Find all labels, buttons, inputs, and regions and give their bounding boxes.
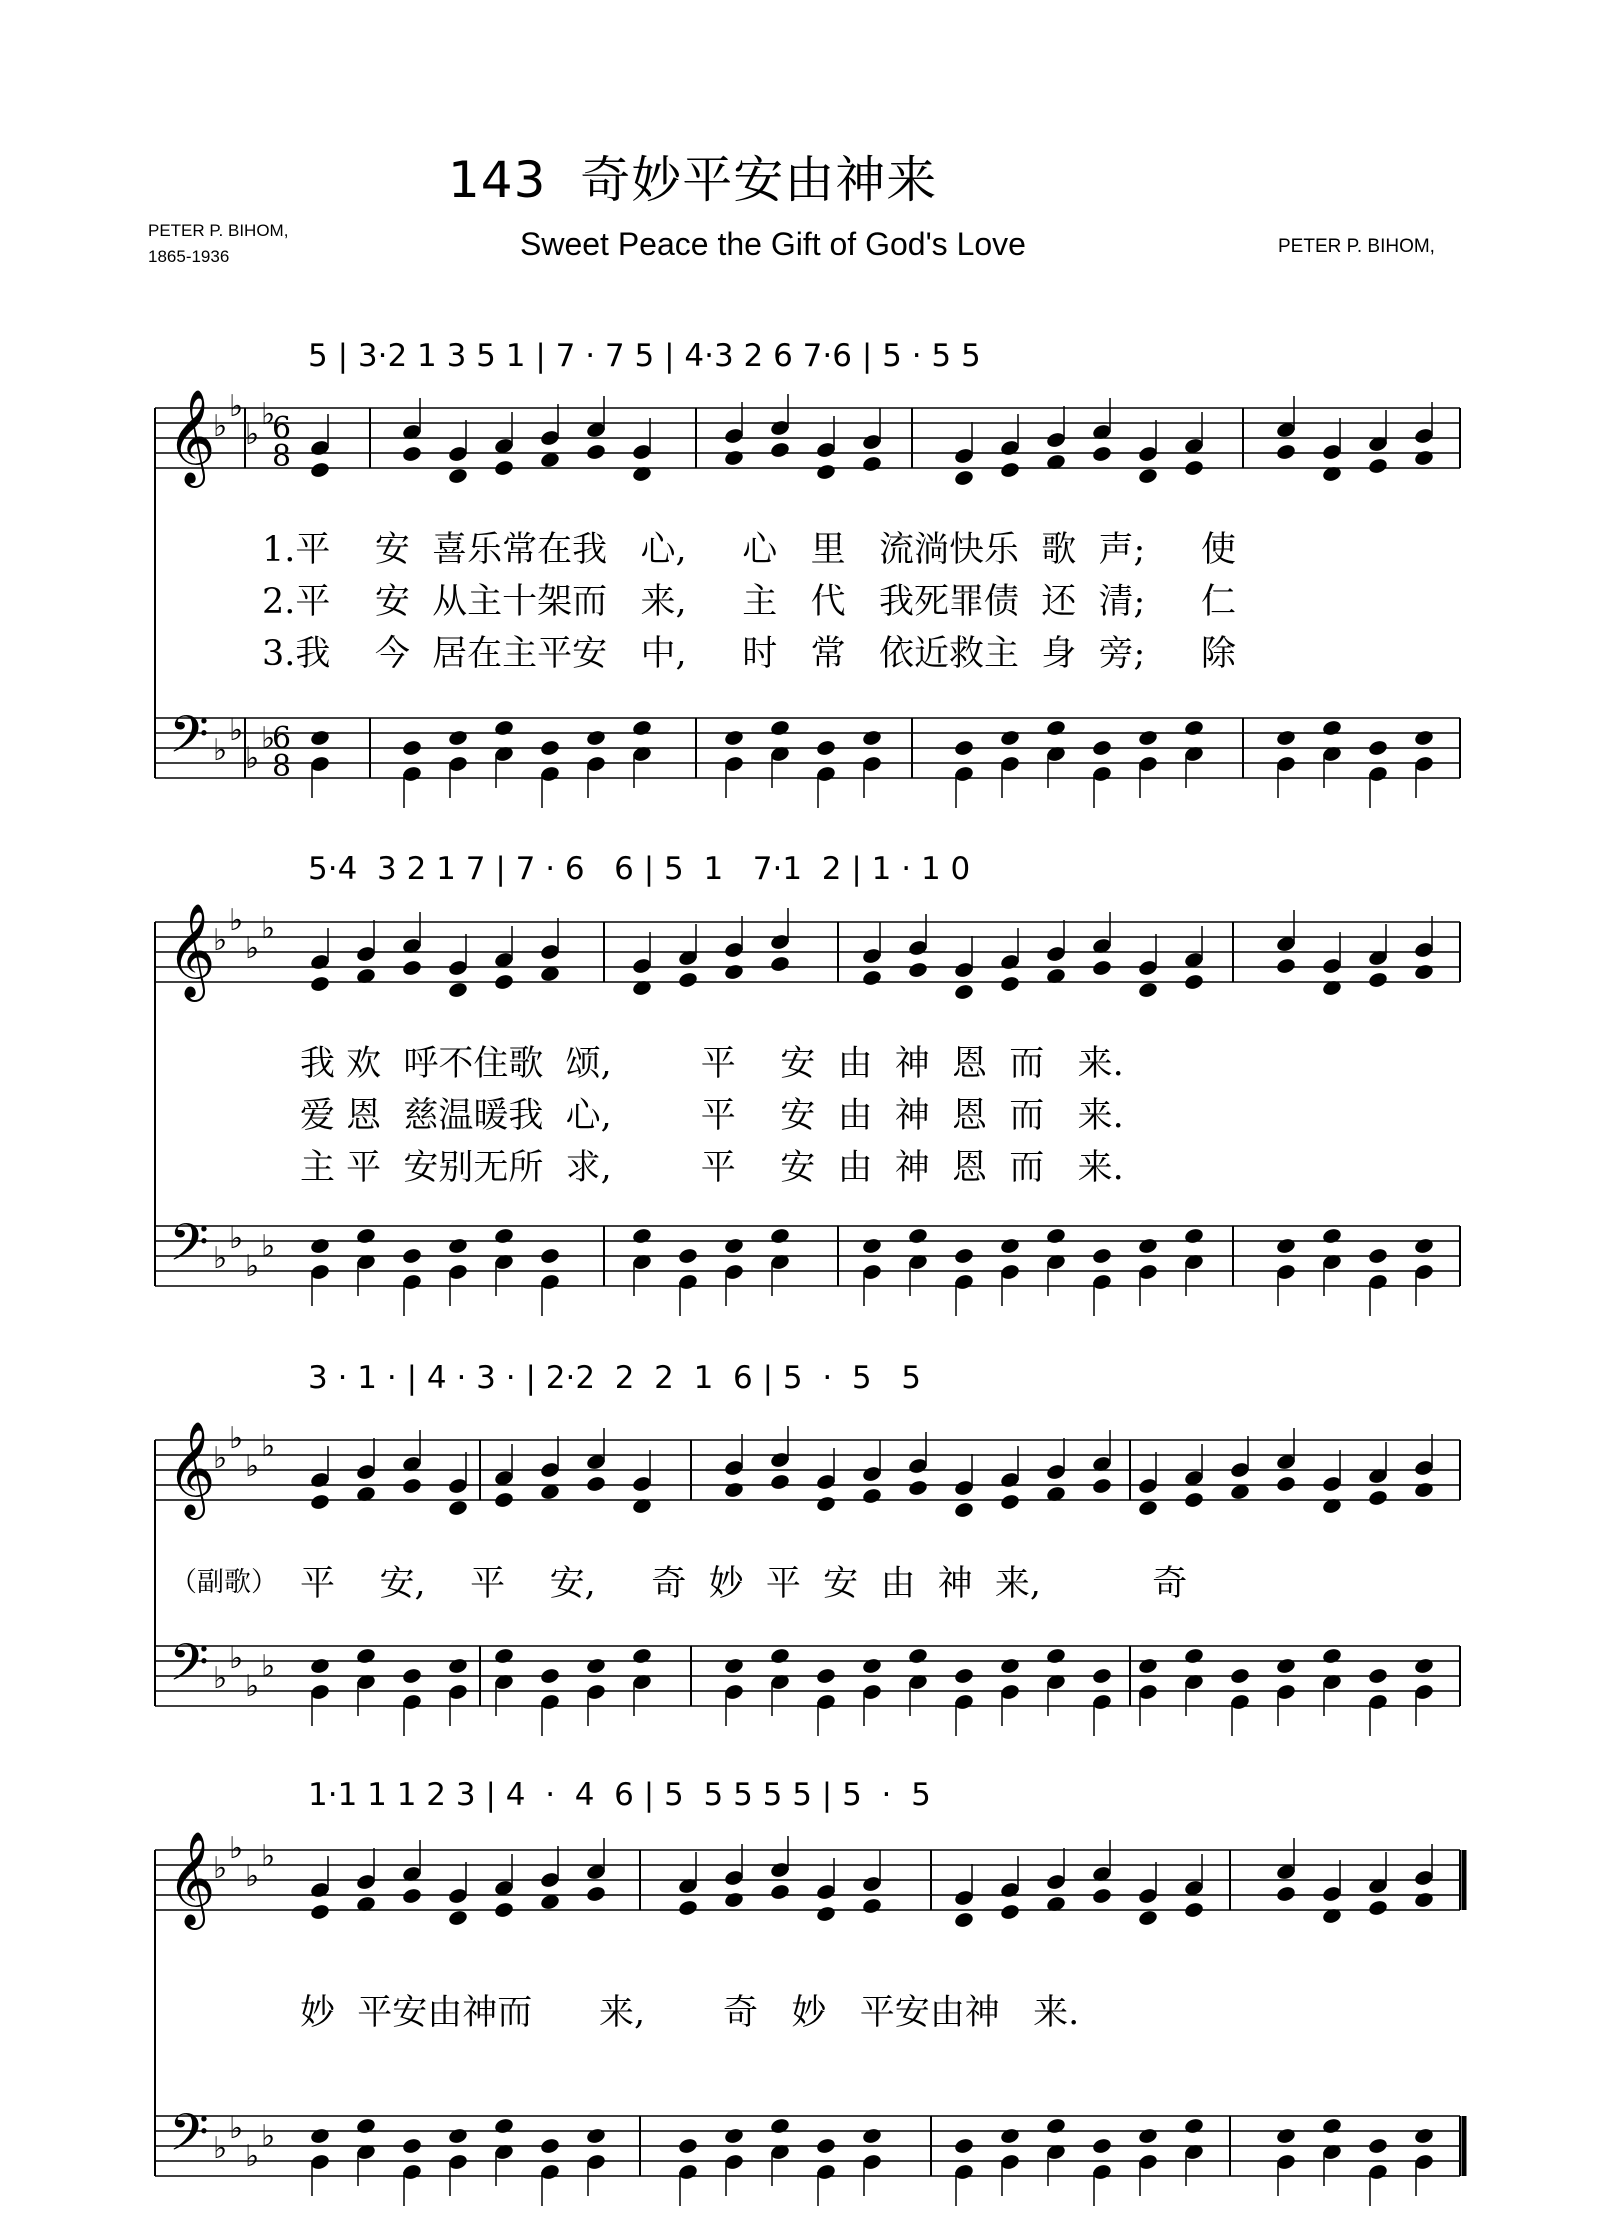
note-head (539, 1667, 560, 1685)
note-head (1137, 2127, 1158, 2145)
note-head (723, 1481, 744, 1499)
note-head (815, 2137, 836, 2155)
lyrics-s1-verse-1: 1.平 安 喜乐常在我 心, 心 里 流淌快乐 歌 声; 使 (262, 530, 1236, 570)
note-head (953, 2137, 974, 2155)
note-head (1183, 1647, 1204, 1665)
note-head (953, 739, 974, 757)
note-head (1275, 1475, 1296, 1493)
note-head (539, 739, 560, 757)
flat-icon: ♭ (213, 2131, 228, 2166)
note-head (493, 1647, 514, 1665)
note-head (861, 1487, 882, 1505)
numbered-notation-system-3: 3 · 1 · | 4 · 3 · | 2·2 2 2 1 6 | 5 · 5 5 (308, 1360, 921, 1396)
flat-icon: ♭ (245, 1449, 260, 1484)
note-head (401, 959, 422, 977)
note-head (907, 1647, 928, 1665)
flat-icon: ♭ (261, 721, 276, 756)
note-head (309, 975, 330, 993)
note-head (769, 441, 790, 459)
flat-icon: ♭ (213, 733, 228, 768)
note-head (309, 1903, 330, 1921)
lyrics-s4: 妙 平安由神而 来, 奇 妙 平安由神 来. (300, 1993, 1080, 2033)
note-head (677, 1247, 698, 1265)
bass-clef-icon: 𝄢 (169, 704, 209, 777)
note-head (355, 2117, 376, 2135)
time-signature-top: 6 (272, 721, 292, 756)
note-head (999, 461, 1020, 479)
flat-icon: ♭ (261, 1229, 276, 1264)
flat-icon: ♭ (245, 417, 260, 452)
note-head (631, 719, 652, 737)
flat-icon: ♭ (245, 1859, 260, 1894)
note-head (493, 719, 514, 737)
note-head (1275, 2127, 1296, 2145)
note-head (309, 729, 330, 747)
note-head (999, 1493, 1020, 1511)
flat-icon: ♭ (229, 1221, 244, 1256)
flat-icon: ♭ (245, 931, 260, 966)
note-head (1183, 973, 1204, 991)
note-head (1183, 1901, 1204, 1919)
note-head (1137, 1499, 1158, 1517)
note-head (447, 2127, 468, 2145)
note-head (1183, 1491, 1204, 1509)
note-head (999, 1657, 1020, 1675)
note-head (769, 1227, 790, 1245)
numbered-notation-system-4: 1·1 1 1 2 3 | 4 · 4 6 | 5 5 5 5 5 | 5 · 5 (308, 1777, 931, 1813)
note-head (585, 729, 606, 747)
note-head (1091, 445, 1112, 463)
note-head (1045, 719, 1066, 737)
note-head (861, 969, 882, 987)
flat-icon: ♭ (245, 1669, 260, 1704)
flat-icon: ♭ (213, 1441, 228, 1476)
note-head (1413, 2127, 1434, 2145)
flat-icon: ♭ (245, 741, 260, 776)
note-head (1367, 1489, 1388, 1507)
note-head (999, 1237, 1020, 1255)
note-head (723, 1657, 744, 1675)
note-head (723, 963, 744, 981)
note-head (401, 1247, 422, 1265)
note-head (401, 739, 422, 757)
note-head (401, 1887, 422, 1905)
flat-icon: ♭ (261, 397, 276, 432)
lyrics-s2-verse-1: 我 欢 呼不住歌 颂, 平 安 由 神 恩 而 来. (300, 1044, 1124, 1084)
note-head (769, 1883, 790, 1901)
flat-icon: ♭ (229, 1421, 244, 1456)
note-head (447, 1909, 468, 1927)
note-head (493, 1227, 514, 1245)
time-signature-bottom: 8 (272, 439, 292, 474)
note-head (447, 1237, 468, 1255)
note-head (1413, 1237, 1434, 1255)
note-head (355, 1227, 376, 1245)
note-head (493, 1491, 514, 1509)
note-head (447, 729, 468, 747)
lyrics-s1-verse-2: 2.平 安 从主十架而 来, 主 代 我死罪债 还 清; 仁 (262, 582, 1236, 622)
note-head (1367, 971, 1388, 989)
note-head (953, 1667, 974, 1685)
note-head (1321, 2117, 1342, 2135)
note-head (815, 1667, 836, 1685)
note-head (1367, 739, 1388, 757)
note-head (723, 1891, 744, 1909)
treble-clef-icon: 𝄞 (167, 903, 216, 998)
note-head (401, 1477, 422, 1495)
note-head (1091, 2137, 1112, 2155)
note-head (769, 1473, 790, 1491)
note-head (447, 1499, 468, 1517)
note-head (769, 2117, 790, 2135)
flat-icon: ♭ (229, 713, 244, 748)
flat-icon: ♭ (245, 2139, 260, 2174)
flat-icon: ♭ (261, 1649, 276, 1684)
treble-clef-icon: 𝄞 (167, 1421, 216, 1516)
flat-icon: ♭ (213, 1241, 228, 1276)
note-head (1367, 1899, 1388, 1917)
note-head (861, 1897, 882, 1915)
note-head (723, 449, 744, 467)
note-head (493, 973, 514, 991)
note-head (861, 2127, 882, 2145)
note-head (447, 981, 468, 999)
note-head (953, 1911, 974, 1929)
note-head (861, 729, 882, 747)
note-head (815, 1495, 836, 1513)
bass-clef-icon: 𝄢 (169, 2102, 209, 2175)
bass-clef-icon: 𝄢 (169, 1212, 209, 1285)
note-head (447, 1657, 468, 1675)
note-head (861, 1657, 882, 1675)
note-head (585, 2127, 606, 2145)
note-head (1045, 2117, 1066, 2135)
note-head (1183, 719, 1204, 737)
flat-icon: ♭ (213, 1851, 228, 1886)
treble-clef-icon: 𝄞 (167, 389, 216, 484)
note-head (493, 1901, 514, 1919)
note-head (1367, 2137, 1388, 2155)
time-signature-top: 6 (272, 411, 292, 446)
note-head (1413, 1657, 1434, 1675)
note-head (953, 469, 974, 487)
note-head (309, 461, 330, 479)
flat-icon: ♭ (229, 1641, 244, 1676)
note-head (1275, 1657, 1296, 1675)
note-head (1045, 1227, 1066, 1245)
note-head (999, 975, 1020, 993)
note-head (585, 1885, 606, 1903)
note-head (1321, 1227, 1342, 1245)
note-head (1137, 1657, 1158, 1675)
note-head (1413, 449, 1434, 467)
numbered-notation-system-1: 5 | 3·2 1 3 5 1 | 7 · 7 5 | 4·3 2 6 7·6 | 5 · 5 5 (308, 338, 981, 374)
flat-icon: ♭ (261, 2119, 276, 2154)
note-head (999, 2127, 1020, 2145)
note-head (1275, 1237, 1296, 1255)
flat-icon: ♭ (245, 1249, 260, 1284)
note-head (723, 2127, 744, 2145)
note-head (1413, 729, 1434, 747)
note-head (493, 459, 514, 477)
note-head (1321, 1647, 1342, 1665)
note-head (401, 2137, 422, 2155)
note-head (1275, 729, 1296, 747)
lyrics-s1-verse-3: 3.我 今 居在主平安 中, 时 常 依近救主 身 旁; 除 (262, 634, 1236, 674)
lyrics-s2-verse-2: 爱 恩 慈温暖我 心, 平 安 由 神 恩 而 来. (300, 1096, 1124, 1136)
note-head (1275, 957, 1296, 975)
note-head (1091, 1477, 1112, 1495)
note-head (999, 729, 1020, 747)
note-head (1183, 2117, 1204, 2135)
note-head (907, 1479, 928, 1497)
note-head (447, 467, 468, 485)
note-head (1137, 467, 1158, 485)
flat-icon: ♭ (229, 903, 244, 938)
note-head (1413, 963, 1434, 981)
note-head (1137, 1237, 1158, 1255)
bass-clef-icon: 𝄢 (169, 1632, 209, 1705)
numbered-notation-system-2: 5·4 3 2 1 7 | 7 · 6 6 | 5 1 7·1 2 | 1 · 1 0 (308, 851, 971, 887)
note-head (1229, 1667, 1250, 1685)
flat-icon: ♭ (261, 1429, 276, 1464)
note-head (1137, 1909, 1158, 1927)
note-head (723, 1237, 744, 1255)
note-head (1091, 739, 1112, 757)
note-head (1091, 959, 1112, 977)
note-head (769, 719, 790, 737)
note-head (309, 1493, 330, 1511)
lyrics-s2-verse-3: 主 平 安别无所 求, 平 安 由 神 恩 而 来. (300, 1148, 1124, 1188)
flat-icon: ♭ (261, 1839, 276, 1874)
treble-clef-icon: 𝄞 (167, 1831, 216, 1926)
note-head (815, 463, 836, 481)
note-head (1183, 459, 1204, 477)
note-head (907, 961, 928, 979)
note-head (723, 729, 744, 747)
note-head (585, 1475, 606, 1493)
chorus-label: （副歌） (170, 1567, 278, 1598)
note-head (1091, 1247, 1112, 1265)
note-head (1045, 1647, 1066, 1665)
arranger-credit: PETER P. BIHOM, (1278, 236, 1435, 257)
flat-icon: ♭ (229, 1831, 244, 1866)
hymn-english-title: Sweet Peace the Gift of God's Love (520, 226, 1026, 262)
note-head (1137, 981, 1158, 999)
note-head (769, 1647, 790, 1665)
note-head (1413, 1891, 1434, 1909)
note-head (1183, 1227, 1204, 1245)
time-signature-bottom: 8 (272, 749, 292, 784)
flat-icon: ♭ (229, 389, 244, 424)
flat-icon: ♭ (213, 1661, 228, 1696)
note-head (1367, 1247, 1388, 1265)
note-head (1275, 443, 1296, 461)
note-head (309, 2127, 330, 2145)
flat-icon: ♭ (261, 911, 276, 946)
note-head (1367, 457, 1388, 475)
note-head (677, 971, 698, 989)
note-head (1413, 1481, 1434, 1499)
note-head (953, 1247, 974, 1265)
note-head (1091, 1887, 1112, 1905)
note-head (539, 1247, 560, 1265)
note-head (907, 1227, 928, 1245)
note-head (861, 1237, 882, 1255)
note-head (631, 1227, 652, 1245)
note-head (309, 1657, 330, 1675)
note-head (953, 983, 974, 1001)
note-head (677, 1899, 698, 1917)
note-head (677, 2137, 698, 2155)
note-head (539, 2137, 560, 2155)
flat-icon: ♭ (213, 409, 228, 444)
note-head (1275, 1885, 1296, 1903)
note-head (585, 443, 606, 461)
note-head (401, 445, 422, 463)
note-head (585, 1657, 606, 1675)
flat-icon: ♭ (229, 2111, 244, 2146)
note-head (953, 1501, 974, 1519)
note-head (1137, 729, 1158, 747)
composer-credit: PETER P. BIHOM, 1865-1936 (148, 221, 289, 266)
note-head (355, 1647, 376, 1665)
note-head (861, 455, 882, 473)
note-head (401, 1667, 422, 1685)
note-head (309, 1237, 330, 1255)
note-head (815, 739, 836, 757)
note-head (815, 1905, 836, 1923)
hymn-title: 143 奇妙平安由神来 (448, 151, 938, 209)
lyrics-s3: 平 安, 平 安, 奇 妙 平 安 由 神 来, 奇 (300, 1564, 1188, 1604)
note-head (1367, 1667, 1388, 1685)
note-head (493, 2117, 514, 2135)
note-head (769, 955, 790, 973)
note-head (1091, 1667, 1112, 1685)
note-head (1321, 719, 1342, 737)
note-head (631, 1647, 652, 1665)
flat-icon: ♭ (213, 923, 228, 958)
note-head (999, 1903, 1020, 1921)
